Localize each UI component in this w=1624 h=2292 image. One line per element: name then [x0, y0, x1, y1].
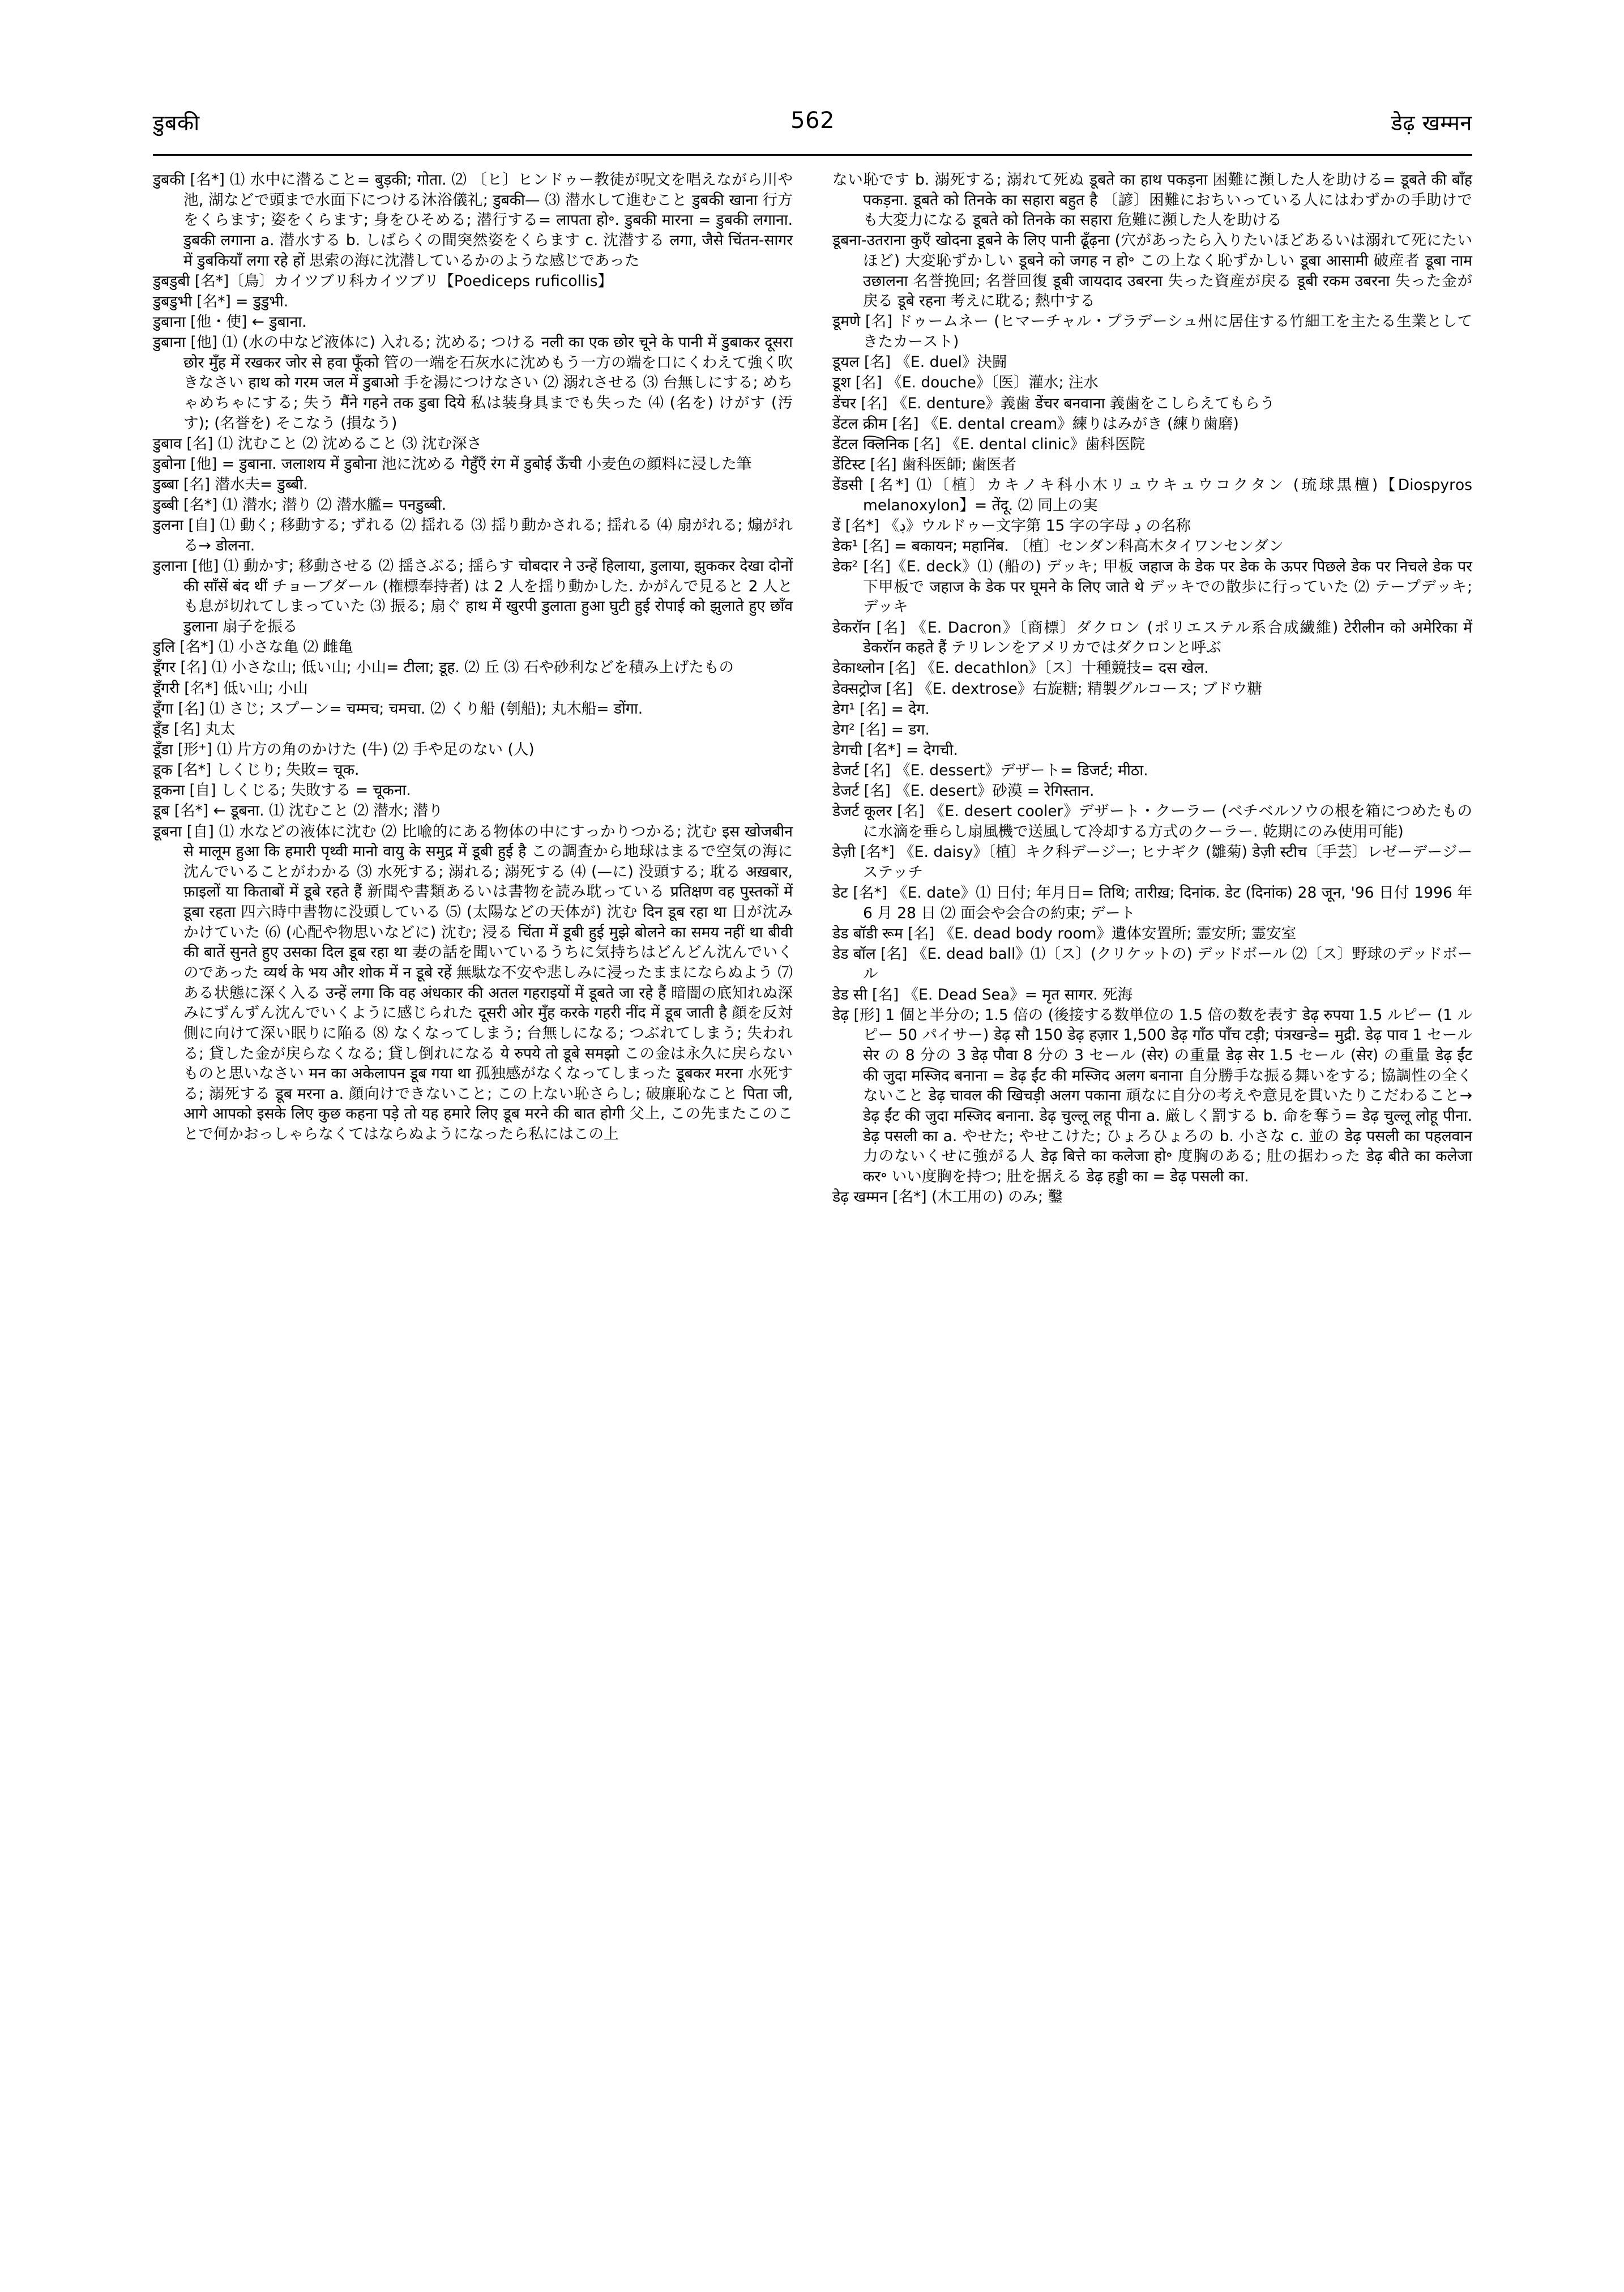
- running-head-right: डेढ़ खम्मन: [1391, 110, 1472, 135]
- dictionary-entry: डुबडुभी [名*] = डुडुभी.: [153, 292, 289, 310]
- right-column: [832, 170, 1472, 2243]
- dictionary-entry: डेंटल क्रीम [名] 《E. dental cream》練りはみがき (練り歯磨): [832, 415, 1239, 433]
- dictionary-entry: डूब [名*] ← डूबना. ⑴ 沈むこと ⑵ 潜水; 潜り: [153, 802, 443, 820]
- dictionary-entry: डुबाना [他] ⑴ (水の中など液体に) 入れる; 沈める; つける नली का एक छोर चूने के पानी में डुबाकर दूसरा छोर मुँह में रखकर जोर से हवा फूँको 管の一端を石灰水に沈めもう一方の端を口にくわえて強く吹きなさい हाथ को गरम जल में डुबाओ 手を湯につけなさい ⑵ 溺れさせる ⑶ 台無しにする; めちゃめちゃにする; 失う मैंने गहने तक डुबा दिये 私は装身具までも失った ⑷ (名を) けがす (汚す); (名誉を) そこなう (損なう): [153, 334, 793, 432]
- dictionary-entry: डुबकी [名*] ⑴ 水中に潜ること= बुड़की; गोता. ⑵ 〔ヒ〕ヒンドゥー教徒が呪文を唱えながら川や池, 湖などで頭まで水面下につける沐浴儀礼; डुबकी— ⑶ 潜水して進むこと डुबकी खाना 行方をくらます; 姿をくらます; 身をひそめる; 潜行する= लापता हो॰. डुबकी मारना = डुबकी लगाना. डुबकी लगाना a. 潜水する b. しばらくの間突然姿をくらます c. 沈潜する लगा, जैसे चिंतन-सागर में डुबकियाँ लगा रहे हों 思索の海に沈潜しているかのような感じであった: [153, 171, 793, 270]
- dictionary-entry: डूयल [名] 《E. duel》決闘: [832, 353, 1007, 372]
- dictionary-entry: डेग² [名] = डग.: [832, 720, 930, 739]
- dictionary-entry: डूँड [名] 丸太: [153, 720, 236, 738]
- dictionary-entry: डूँगा [名] ⑴ さじ; スプーン= चम्मच; चमचा. ⑵ くり船 (刳船); 丸木船= डोंगा.: [153, 699, 643, 718]
- dictionary-entry: डूकना [自] しくじる; 失敗する = चूकना.: [153, 782, 411, 800]
- dictionary-entry: डेंटल क्लिनिक [名] 《E. dental clinic》歯科医院: [832, 435, 1146, 453]
- dictionary-entry: डुबोना [他] = डुबाना. जलाशय में डुबोना 池に沈める गेहुँएँ रंग में डुबोई ऊँची 小麦色の顔料に浸した筆: [153, 455, 752, 473]
- dictionary-entry: डूबना [自] ⑴ 水などの液体に沈む ⑵ 比喩的にある物体の中にすっかりつかる; 沈む इस खोजबीन से मालूम हुआ कि हमारी पृथ्वी मानो वायु के समुद्र में डूबी हुई है この調査から地球はまるで空気の海に沈んでいることがわかる ⑶ 水死する; 溺れる; 溺死する ⑷ (—に) 没頭する; 耽る अख़बार, फ़ाइलों या किताबों में डूबे रहते हैं 新聞や書類あるいは書物を読み耽っている प्रतिक्षण वह पुस्तकों में डूबा रहता 四六時中書物に没頭している ⑸ (太陽などの天体が) 沈む दिन डूब रहा था 日が沈みかけていた ⑹ (心配や物思いなどに) 沈む; 浸る चिंता में डूबी हुई मुझे बोलने का समय नहीं था बीवी की बातें सुनते हुए उसका दिल डूब रहा था 妻の話を聞いているうちに気持ちはどんどん沈んでいくのであった व्यर्थ के भय और शोक में न डूबे रहें 無駄な不安や悲しみに浸ったままにならぬよう ⑺ ある状態に深く入る उन्हें लगा कि वह अंधकार की अतल गहराइयों में डूबते जा रहे हैं 暗闇の底知れぬ深みにずんずん沈んでいくように感じられた दूसरी ओर मुँह करके गहरी नींद में डूब जाती है 顔を反対側に向けて深い眠りに陥る ⑻ なくなってしまう; 台無しになる; つぶれてしまう; 失われる; 貸した金が戻らなくなる; 貸し倒れになる ये रुपये तो डूबे समझो この金は永久に戻らないものと思いなさい मन का अकेलापन डूब गया था 孤独感がなくなってしまった डूबकर मरना 水死する; 溺死する डूब मरना a. 顔向けできないこと; この上ない恥さらし; 破廉恥なこと पिता जी, आगे आपको इसके लिए कुछ कहना पड़े तो यह हमारे लिए डूब मरने की बात होगी 父上, この先またこのことで何かおっしゃらなくてはならぬようになったら私にはこの上: [153, 822, 793, 1143]
- dictionary-entry: डेगची [名*] = देगची.: [832, 741, 958, 759]
- dictionary-entry: डेकरॉन [名] 《E. Dacron》〔商標〕ダクロン (ポリエステル系合成繊維) टेरीलीन को अमेरिका में डेकरॉन कहते हैं テリレンをアメリカではダクロンと呼ぶ: [832, 618, 1472, 657]
- dictionary-entry: डुबाना [他・使] ← डुबाना.: [153, 313, 307, 331]
- dictionary-entry: डूबना-उतराना कुएँ खोदना डूबने के लिए पानी ढूँढ़ना (穴があったら入りたいほどあるいは溺れて死にたいほど) 大変恥ずかしい डूबने को जगह न हो॰ この上なく恥ずかしい डूबा आसामी 破産者 डूबा नाम उछालना 名誉挽回; 名誉回復 डूबी जायदाद उबरना 失った資産が戻る डूबी रकम उबरना 失った金が戻る डूबे रहना 考えに耽る; 熱中する: [832, 232, 1472, 310]
- dictionary-entry: डूँगर [名] ⑴ 小さな山; 低い山; 小山= टीला; डूह. ⑵ 丘 ⑶ 石や砂利などを積み上げたもの: [153, 659, 734, 677]
- dictionary-entry: डुब्बी [名*] ⑴ 潜水; 潜り ⑵ 潜水艦= पनडुब्बी.: [153, 496, 447, 514]
- dictionary-entry: डेढ़ [形] 1 個と半分の; 1.5 倍の (後接する数単位の 1.5 倍の数を表す डेढ़ रुपया 1.5 ルピー (1 ルピー 50 パイサー) डेढ़ सौ 150 डेढ़ हज़ार 1,500 डेढ़ गाँठ पाँच टड़ी; पंत्रखन्डे= मुद्री. डेढ़ पाव 1 セール सेर の 8 分の 3 डेढ़ पौवा 8 分の 3 セール (सेर) の重量 डेढ़ सेर 1.5 セール (सेर) の重量 डेढ़ ईंट की जुदा मस्जिद बनाना = डेढ़ ईंट की मस्जिद अलग बनाना 自分勝手な振る舞いをする; 協調性の全くないこと डेढ़ चावल की खिचड़ी अलग पकाना 頑なに自分の考えや意見を貫いたりこだわること→ डेढ़ ईंट की जुदा मस्जिद बनाना. डेढ़ चुल्लू लहू पीना a. 厳しく罰する b. 命を奪う= डेढ़ चुल्लू लोहू पीना. डेढ़ पसली का a. やせた; やせこけた; ひょろひょろの b. 小さな c. 並の डेढ़ पसली का पहलवान 力のないくせに強がる人 डेढ़ बित्ते का कलेजा हो॰ 度胸のある; 肚の据わった डेढ़ बीते का कलेजा कर॰ いい度胸を持つ; 肚を据える डेढ़ हड्डी का = डेढ़ पसली का.: [832, 1006, 1472, 1185]
- dictionary-entry: डूश [名] 《E. douche》〔医〕灌水; 注水: [832, 374, 1099, 392]
- running-head-left: डुबकी: [153, 110, 200, 135]
- dictionary-entry: डेजर्ट [名] 《E. dessert》デザート= डिजर्ट; मीठा.: [832, 762, 1148, 780]
- dictionary-entry: डुबडुबी [名*]〔鳥〕カイツブリ科カイツブリ【Poediceps ruficollis】: [153, 272, 613, 290]
- dictionary-entry: डेंचर [名] 《E. denture》義歯 डेंचर बनवाना 義歯をこしらえてもらう: [832, 394, 1275, 412]
- dictionary-entry: डेंडसी [名*] ⑴〔植〕カキノキ科小木リュウキュウコクタン (琉球黒檀)【Diospyros melanoxylon】= तेंदू. ⑵ 同上の実: [832, 476, 1472, 514]
- dictionary-entry: डेजर्ट कूलर [名] 《E. desert cooler》デザート・クーラー (ベチベルソウの根を箱につめたものに水滴を垂らし扇風機で送風して冷却する方式のクーラー. 乾期にのみ使用可能): [832, 803, 1472, 840]
- dictionary-entry: डेज़ी [名*] 《E. daisy》〔植〕キク科デージー; ヒナギク (雛菊) डेज़ी स्टीच〔手芸〕レゼーデージーステッチ: [832, 843, 1472, 881]
- dictionary-entry: डूँडा [形⁺] ⑴ 片方の角のかけた (牛) ⑵ 手や足のない (人): [153, 740, 535, 758]
- dictionary-entry: डेड बॉल [名] 《E. dead ball》⑴〔ス〕(クリケットの) デッドボール ⑵〔ス〕野球のデッドボール: [832, 945, 1472, 983]
- dictionary-entry: डूक [名*] しくじり; 失敗= चूक.: [153, 761, 360, 779]
- dictionary-entry: डेड सी [名] 《E. Dead Sea》= मृत सागर. 死海: [832, 985, 1133, 1004]
- dictionary-entry: डूँगरी [名*] 低い山; 小山: [153, 679, 308, 697]
- running-head: [153, 108, 1472, 147]
- dictionary-entry: डूमणे [名] ドゥームネー (ヒマーチャル・プラデーシュ州に居住する竹細工を主たる生業としてきたカースト): [832, 313, 1472, 351]
- dictionary-entry: डेक¹ [名] = बकायन; महानिंब. 〔植〕センダン科高木タイワンセンダン: [832, 537, 1284, 556]
- dictionary-entry: डेजर्ट [名] 《E. desert》砂漠 = रेगिस्तान.: [832, 782, 1095, 800]
- dictionary-entry: डेड बॉडी रूम [名] 《E. dead body room》遺体安置所; 霊安所; 霊安室: [832, 924, 1297, 942]
- dictionary-entry: डुलाना [他] ⑴ 動かす; 移動させる ⑵ 揺さぶる; 揺らす चोबदार ने उन्हें हिलाया, डुलाया, झुककर देखा दोनों की साँसें बंद थीं チョーブダール (権標奉持者) は 2 人を揺り動かした. かがんで見ると 2 人とも息が切れてしまっていた ⑶ 振る; 扇ぐ हाथ में खुरपी डुलाता हुआ घुटी हुई रोपाई को झुलाते हुए छाँव डुलाना 扇子を振る: [153, 557, 793, 636]
- dictionary-entry: डें [名*] 《ڊ》ウルドゥー文字第 15 字の字母 ڊ の名称: [832, 517, 1191, 535]
- dictionary-entry: डुलना [自] ⑴ 動く; 移動する; ずれる ⑵ 揺れる ⑶ 揺り動かされる; 揺れる ⑷ 扇がれる; 煽がれる→ डोलना.: [153, 517, 793, 555]
- header-rule: [153, 154, 1472, 156]
- dictionary-entry: डुबाव [名] ⑴ 沈むこと ⑵ 沈めること ⑶ 沈む深さ: [153, 434, 482, 453]
- dictionary-entry: डेट [名*] 《E. date》⑴ 日付; 年月日= तिथि; तारीख़; दिनांक. डेट (दिनांक) 28 जून, '96 日付 1996 年 6 月 28 日 ⑵ 面会や会合の約束; デート: [832, 883, 1472, 922]
- column-container: [153, 170, 1472, 2243]
- left-column: [153, 170, 793, 2243]
- dictionary-entry: डेग¹ [名] = देग.: [832, 700, 930, 718]
- page-number: 562: [790, 108, 835, 134]
- dictionary-entry: डेक्सट्रोज [名] 《E. dextrose》右旋糖; 精製グルコース; ブドウ糖: [832, 680, 1262, 698]
- dictionary-entry: डुलि [名*] ⑴ 小さな亀 ⑵ 雌亀: [153, 638, 353, 656]
- dictionary-entry: डेढ़ खम्मन [名*] (木工用の) のみ; 鑿: [832, 1188, 1063, 1206]
- dictionary-entry: डेक² [名]《E. deck》⑴ (船の) デッキ; 甲板 जहाज के डेक पर डेक के ऊपर पिछले डेक पर निचले डेक पर 下甲板で जहाज के डेक पर घूमने के लिए जाते थे デッキでの散歩に行っていた ⑵ テープデッキ; デッキ: [832, 558, 1472, 616]
- dictionary-entry: ない恥です b. 溺死する; 溺れて死ぬ डूबते का हाथ पकड़ना 困難に瀕した人を助ける= डूबते की बाँह पकड़ना. डूबते को तिनके का सहारा बहुत है 〔諺〕困難におちいっている人にはわずかの手助けでも大変力になる डूबते को तिनके का सहारा 危難に瀕した人を助ける: [832, 171, 1472, 229]
- dictionary-entry: डेंटिस्ट [名] 歯科医師; 歯医者: [832, 455, 1016, 473]
- dictionary-entry: डेकाथ्लोन [名] 《E. decathlon》〔ス〕十種競技= दस खेल.: [832, 659, 1209, 677]
- dictionary-entry: डुब्बा [名] 潜水夫= डुब्बी.: [153, 476, 308, 494]
